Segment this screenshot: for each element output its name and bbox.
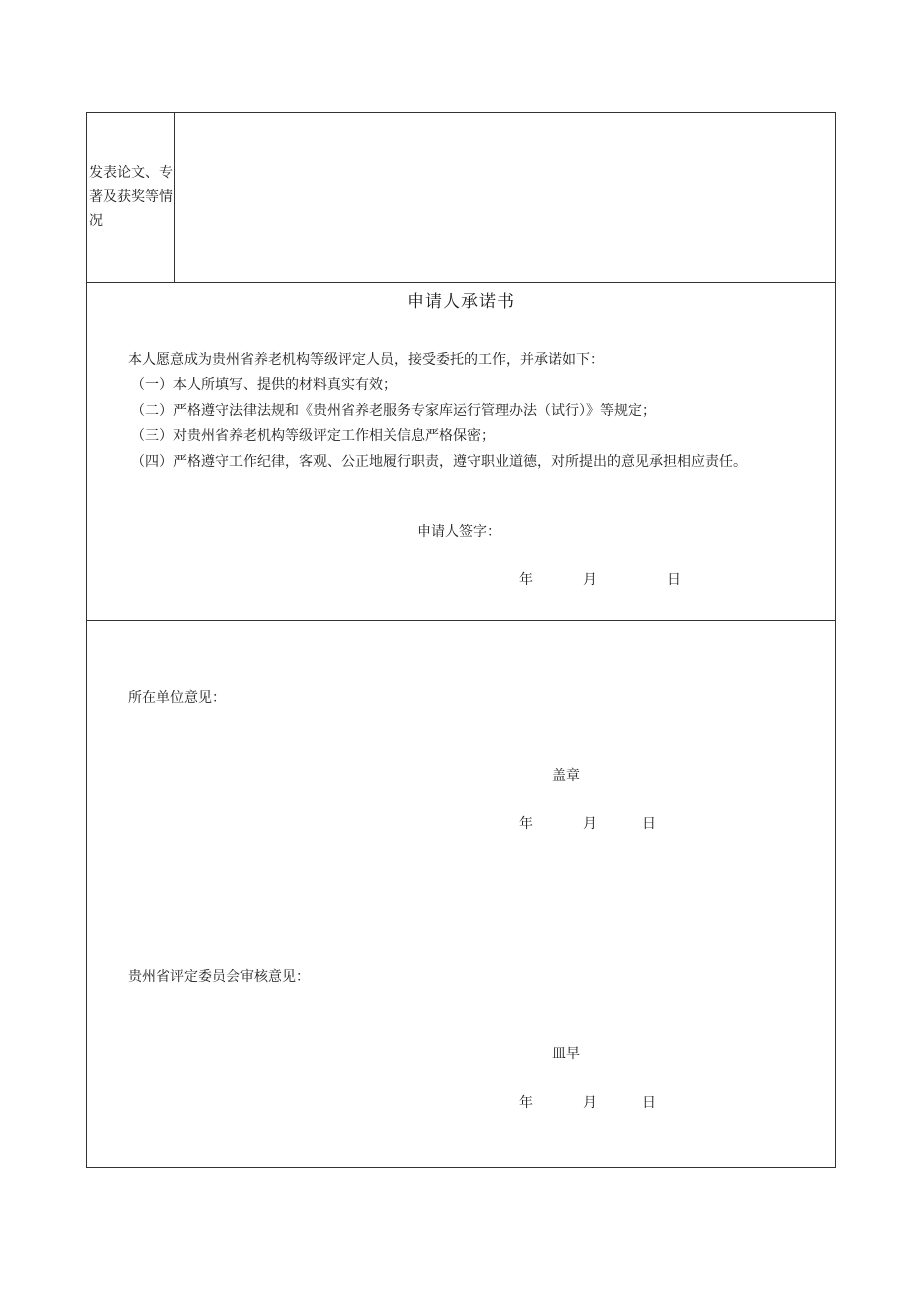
papers-content-cell[interactable] <box>175 113 835 282</box>
pledge-items <box>131 373 747 475</box>
papers-label-cell <box>87 113 175 282</box>
committee-date-month: 月 <box>583 1095 597 1111</box>
committee-seal-label: 皿早 <box>552 1046 580 1062</box>
pledge-item: （二）严格遵守法律法规和《贵州省养老服务专家库运行管理办法（试行）》等规定； <box>131 402 656 419</box>
committee-date-day: 日 <box>642 1095 656 1111</box>
papers-label: 发表论文、专著及获奖等情况 <box>89 165 173 229</box>
pledge-date-month: 月 <box>583 572 597 588</box>
committee-date-year: 年 <box>519 1095 533 1111</box>
application-form <box>86 112 836 1168</box>
pledge-date-year: 年 <box>519 572 533 588</box>
pledge-item: （四）严格遵守工作纪律，客观、公正地履行职责，遵守职业道德，对所提出的意见承担相应责任。 <box>131 453 747 470</box>
unit-date-year: 年 <box>519 816 533 832</box>
pledge-intro: 本人愿意成为贵州省养老机构等级评定人员，接受委托的工作，并承诺如下： <box>128 352 604 368</box>
pledge-row <box>87 283 835 621</box>
pledge-date-day: 日 <box>667 572 681 588</box>
pledge-title: 申请人承诺书 <box>407 292 515 312</box>
unit-seal-label: 盖章 <box>552 768 580 784</box>
unit-date-month: 月 <box>583 816 597 832</box>
unit-date-day: 日 <box>642 816 656 832</box>
committee-opinion-label: 贵州省评定委员会审核意见： <box>128 969 310 985</box>
opinions-row <box>87 621 835 1168</box>
papers-row <box>87 113 835 283</box>
pledge-item: （一）本人所填写、提供的材料真实有效； <box>131 377 397 393</box>
pledge-item: （三）对贵州省养老机构等级评定工作相关信息严格保密； <box>131 428 495 444</box>
applicant-signature-label: 申请人签字： <box>417 524 501 540</box>
unit-opinion-label: 所在单位意见： <box>128 690 226 706</box>
